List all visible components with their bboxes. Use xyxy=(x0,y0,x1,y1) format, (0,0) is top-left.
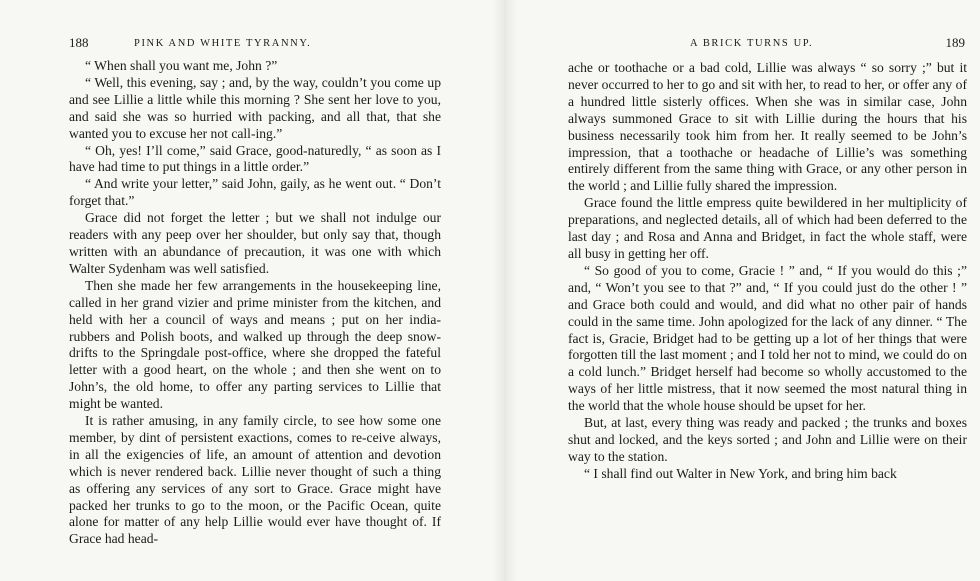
paragraph: “ So good of you to come, Gracie ! ” and, “ If you would do this ;” and, “ Won’t you see to that ?” and, “ If you could just do the other ! ” and Grace both could and would, and did what no other pair of hands could in the same time. John apologized for the lack of any dinner. “ The fact is, Gracie, Bridget had to be getting up a lot of her things that were forgotten till the last moment ; and I told her not to mind, we could do on a cold lunch.” Bridget herself had become so wholly accustomed to the ways of her little mistress, that it now seemed the most natural thing in the world that the whole house should be upset for her. xyxy=(568,262,967,414)
left-page-header xyxy=(69,35,441,51)
left-page-text xyxy=(69,58,441,548)
paragraph: “ Well, this evening, say ; and, by the way, couldn’t you come up and see Lillie a little while this morning ? She sent her love to you, and said she was so hurried with packing, and all that, that she wanted you to excuse her not call-ing.” xyxy=(69,74,441,141)
right-page-header xyxy=(566,35,965,51)
paragraph: “ I shall find out Walter in New York, and bring him back xyxy=(584,465,897,481)
right-running-head: A BRICK TURNS UP. xyxy=(690,38,814,49)
paragraph: Grace found the little empress quite bewildered in her multiplicity of preparations, and neglected details, all of which had been deferred to the last day ; and Rosa and Anna and Bridget, in fact the whole staff, were all busy in getting her off. xyxy=(568,195,967,261)
paragraph: Then she made her few arrangements in the housekeeping line, called in her grand vizier and prime minister from the kitchen, and held with her a council of ways and means ; put on her india-rubbers and Polish boots, and walked up through the deep snow-drifts to the Springdale post-office, where she dropped the fateful letter with a good heart, on the whole ; and then she went on to John’s, the old home, to offer any parting services to Lillie that might be wanted. xyxy=(69,277,441,412)
left-running-head: PINK AND WHITE TYRANNY. xyxy=(134,38,312,49)
paragraph: ache or toothache or a bad cold, Lillie was always “ so sorry ;” but it never occurred to her to go and sit with her, to read to her, or offer any of a hundred little sisterly offices. When she was in similar case, John always summoned Grace to sit with Lillie during the hours that his business necessarily took him from her. It really seemed to be John’s impression, that a toothache or headache of Lillie’s was something entirely different from the same thing with Grace, or any other person in the world ; and Lillie fully shared the impression. xyxy=(568,60,967,194)
paragraph: It is rather amusing, in any family circle, to see how some one member, by dint of persistent exactions, comes to re-ceive always, in all the exigencies of life, an amount of attention and devotion which is never rendered back. Lillie never thought of such a thing as offering any services of any sort to Grace. Grace might have packed her trunks to go to the moon, or the Pacific Ocean, quite alone for matter of any help Lillie would ever have thought of. If Grace had head- xyxy=(69,413,441,547)
book-gutter xyxy=(492,0,518,581)
paragraph: “ Oh, yes! I’ll come,” said Grace, good-naturedly, “ as soon as I have had time to put things in a little order.” xyxy=(69,142,441,175)
paragraph: But, at last, every thing was ready and packed ; the trunks and boxes shut and locked, and the keys sorted ; and John and Lillie were on their way to the station. xyxy=(568,415,967,464)
right-page-text xyxy=(568,60,967,483)
paragraph: Grace did not forget the letter ; but we shall not indulge our readers with any peep over her shoulder, but only say that, though written with an abundance of precaution, it was one with which Walter Sydenham was well satisfied. xyxy=(69,210,441,276)
paragraph: “ And write your letter,” said John, gaily, as he went out. “ Don’t forget that.” xyxy=(69,176,441,209)
right-page xyxy=(518,0,980,581)
right-page-number: 189 xyxy=(945,35,965,50)
paragraph: “ When shall you want me, John ?” xyxy=(85,58,278,73)
left-page-number: 188 xyxy=(69,35,89,50)
